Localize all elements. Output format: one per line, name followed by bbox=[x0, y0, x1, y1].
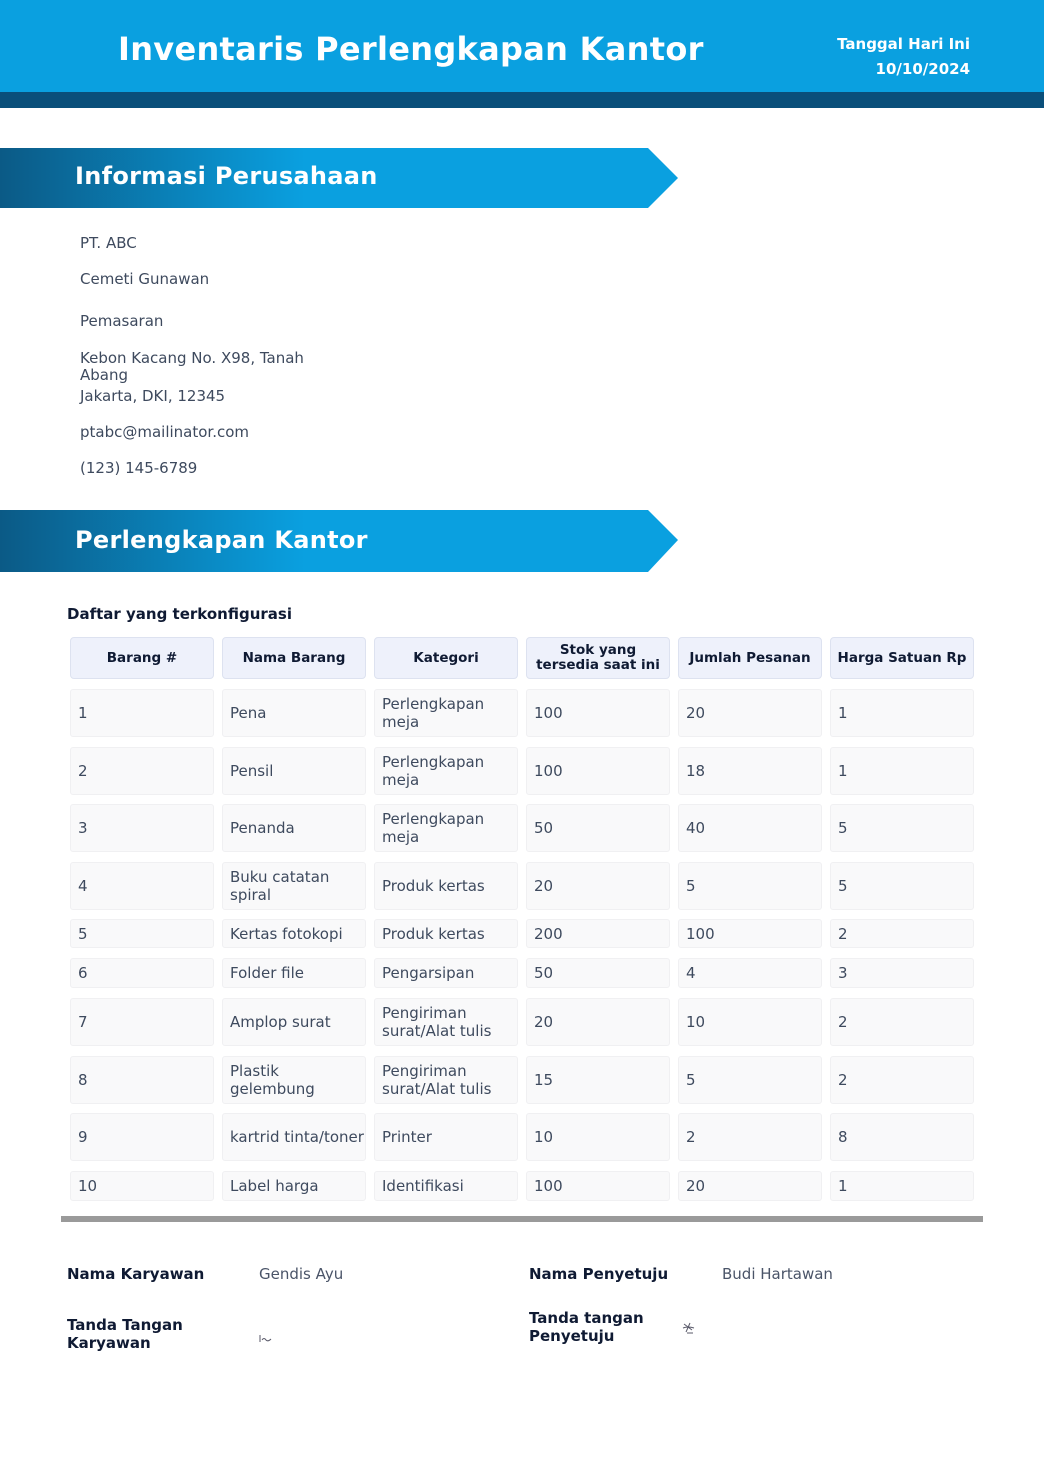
table-cell: Buku catatan spiral bbox=[222, 862, 366, 910]
table-cell: Perlengkapan meja bbox=[374, 747, 518, 795]
section-title-supplies: Perlengkapan Kantor bbox=[75, 526, 368, 554]
table-cell: Amplop surat bbox=[222, 998, 366, 1046]
table-cell: 20 bbox=[678, 1171, 822, 1201]
table-cell: 2 bbox=[830, 919, 974, 948]
approver-signature-label: Tanda tangan Penyetuju bbox=[529, 1309, 644, 1345]
supplies-section-banner bbox=[0, 510, 680, 572]
company-phone: (123) 145-6789 bbox=[80, 459, 198, 477]
column-header-item-name: Nama Barang bbox=[222, 637, 366, 679]
column-header-item-number: Barang # bbox=[70, 637, 214, 679]
company-name: PT. ABC bbox=[80, 234, 137, 252]
employee-signature-label: Tanda Tangan Karyawan bbox=[67, 1316, 183, 1352]
table-cell: Perlengkapan meja bbox=[374, 689, 518, 737]
table-cell: Penanda bbox=[222, 804, 366, 852]
date-box bbox=[837, 32, 970, 82]
table-cell: 1 bbox=[70, 689, 214, 737]
employee-signature-image bbox=[258, 1333, 274, 1345]
table-cell: 50 bbox=[526, 804, 670, 852]
table-cell: Pengiriman surat/Alat tulis bbox=[374, 1056, 518, 1104]
table-cell: Pensil bbox=[222, 747, 366, 795]
table-cell: Folder file bbox=[222, 958, 366, 988]
table-cell: 2 bbox=[70, 747, 214, 795]
header-strip bbox=[0, 92, 1044, 108]
contact-name: Cemeti Gunawan bbox=[80, 270, 210, 288]
table-cell: 100 bbox=[526, 689, 670, 737]
table-cell: 4 bbox=[70, 862, 214, 910]
employee-name: Gendis Ayu bbox=[259, 1265, 344, 1283]
approver-name: Budi Hartawan bbox=[722, 1265, 833, 1283]
table-cell: 2 bbox=[830, 998, 974, 1046]
table-cell: 15 bbox=[526, 1056, 670, 1104]
section-divider bbox=[61, 1216, 983, 1222]
table-cell: 100 bbox=[678, 919, 822, 948]
column-header-unit-price: Harga Satuan Rp bbox=[830, 637, 974, 679]
address-line: Kebon Kacang No. X98, Tanah bbox=[80, 349, 304, 367]
table-cell: Label harga bbox=[222, 1171, 366, 1201]
table-cell: 20 bbox=[678, 689, 822, 737]
table-cell: 5 bbox=[70, 919, 214, 948]
table-cell: 8 bbox=[830, 1113, 974, 1161]
column-header-order-qty: Jumlah Pesanan bbox=[678, 637, 822, 679]
table-cell: Pena bbox=[222, 689, 366, 737]
document-title: Inventaris Perlengkapan Kantor bbox=[118, 30, 704, 68]
table-cell: 7 bbox=[70, 998, 214, 1046]
table-cell: 2 bbox=[830, 1056, 974, 1104]
column-header-stock: Stok yang tersedia saat ini bbox=[526, 637, 670, 679]
table-cell: 100 bbox=[526, 1171, 670, 1201]
table-cell: 6 bbox=[70, 958, 214, 988]
table-cell: Produk kertas bbox=[374, 862, 518, 910]
table-cell: 4 bbox=[678, 958, 822, 988]
table-cell: 10 bbox=[678, 998, 822, 1046]
table-caption: Daftar yang terkonfigurasi bbox=[67, 605, 292, 623]
date-label: Tanggal Hari Ini bbox=[837, 35, 970, 53]
table-cell: Pengarsipan bbox=[374, 958, 518, 988]
address bbox=[80, 349, 304, 406]
table-cell: 5 bbox=[830, 862, 974, 910]
address-line: Abang bbox=[80, 366, 129, 384]
table-cell: 200 bbox=[526, 919, 670, 948]
table-cell: 40 bbox=[678, 804, 822, 852]
table-cell: 18 bbox=[678, 747, 822, 795]
table-cell: 8 bbox=[70, 1056, 214, 1104]
table-cell: 5 bbox=[678, 1056, 822, 1104]
approver-signature-image bbox=[681, 1321, 697, 1335]
table-cell: Identifikasi bbox=[374, 1171, 518, 1201]
table-cell: Perlengkapan meja bbox=[374, 804, 518, 852]
date-value: 10/10/2024 bbox=[875, 60, 970, 78]
company-email: ptabc@mailinator.com bbox=[80, 423, 250, 441]
table-cell: 20 bbox=[526, 862, 670, 910]
table-cell: 5 bbox=[830, 804, 974, 852]
table-cell: 50 bbox=[526, 958, 670, 988]
table-cell: Kertas fotokopi bbox=[222, 919, 366, 948]
table-cell: 3 bbox=[830, 958, 974, 988]
table-cell: 10 bbox=[526, 1113, 670, 1161]
table-cell: 1 bbox=[830, 689, 974, 737]
address-line: Jakarta, DKI, 12345 bbox=[80, 387, 226, 405]
table-cell: Produk kertas bbox=[374, 919, 518, 948]
table-cell: Printer bbox=[374, 1113, 518, 1161]
table-cell: 1 bbox=[830, 1171, 974, 1201]
table-cell: 9 bbox=[70, 1113, 214, 1161]
company-section-banner bbox=[0, 148, 680, 210]
table-cell: 100 bbox=[526, 747, 670, 795]
table-cell: Pengiriman surat/Alat tulis bbox=[374, 998, 518, 1046]
employee-name-label: Nama Karyawan bbox=[67, 1265, 205, 1283]
table-cell: kartrid tinta/toner bbox=[222, 1113, 366, 1161]
table-cell: 1 bbox=[830, 747, 974, 795]
table-cell: 5 bbox=[678, 862, 822, 910]
table-cell: 20 bbox=[526, 998, 670, 1046]
approver-name-label: Nama Penyetuju bbox=[529, 1265, 669, 1283]
table-cell: 10 bbox=[70, 1171, 214, 1201]
section-title-company: Informasi Perusahaan bbox=[75, 162, 378, 190]
table-cell: 3 bbox=[70, 804, 214, 852]
department: Pemasaran bbox=[80, 312, 164, 330]
column-header-category: Kategori bbox=[374, 637, 518, 679]
table-cell: 2 bbox=[678, 1113, 822, 1161]
table-cell: Plastik gelembung bbox=[222, 1056, 366, 1104]
